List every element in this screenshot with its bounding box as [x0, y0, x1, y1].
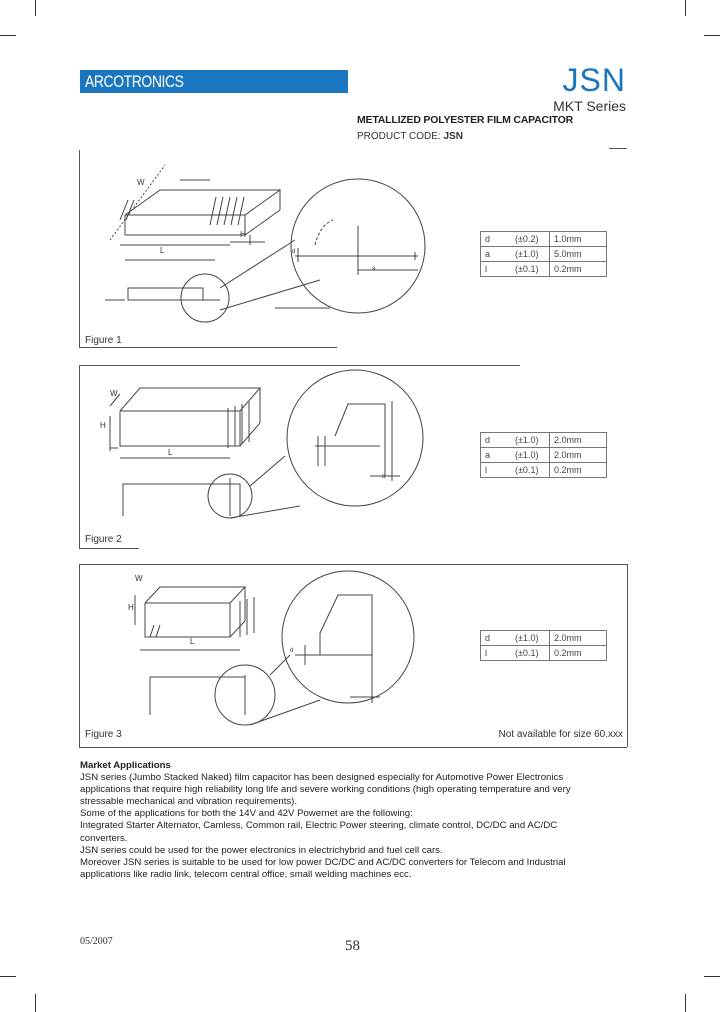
spec-row: [481, 247, 607, 262]
spec-value: 5.0mm: [550, 247, 607, 262]
brand-logo: ARCOTRONICS: [85, 72, 184, 91]
spec-row: [481, 631, 607, 646]
spec-symbol: a: [481, 448, 512, 463]
component-outline: [230, 621, 245, 637]
dim-a: a: [382, 474, 386, 480]
crop-mark: [704, 976, 720, 977]
side-view: [123, 484, 240, 516]
component-outline: [120, 411, 240, 446]
spec-row: [481, 433, 607, 448]
market-applications: [80, 760, 640, 881]
spec-symbol: l: [481, 463, 512, 478]
figure-1-drawing: [80, 150, 440, 345]
crop-mark: [704, 35, 720, 36]
spec-row: [481, 232, 607, 247]
spec-tolerance: (±1.0): [511, 631, 550, 646]
dim-h: H: [240, 230, 246, 239]
dim-w: W: [110, 389, 118, 398]
spec-value: 2.0mm: [550, 448, 607, 463]
side-view: [128, 288, 203, 300]
dim-l: L: [168, 448, 173, 457]
terminal-fins: [150, 625, 160, 637]
spec-tolerance: (±1.0): [511, 247, 550, 262]
dim-l: L: [160, 246, 165, 255]
spec-value: 2.0mm: [550, 631, 607, 646]
product-code: [357, 131, 463, 142]
spec-value: 0.2mm: [550, 262, 607, 277]
dim-h: H: [128, 603, 134, 612]
spec-row: [481, 463, 607, 478]
spec-tolerance: (±0.1): [511, 262, 550, 277]
paragraph-line: JSN series (Jumbo Stacked Naked) film capacitor has been designed especially for Automotive Power Electronics: [80, 772, 564, 784]
spec-tolerance: (±1.0): [511, 433, 550, 448]
availability-note: Not available for size 60.xxx: [498, 729, 623, 740]
terminal-fins: [228, 402, 249, 448]
dimension-line: [110, 165, 165, 240]
spec-row: [481, 448, 607, 463]
spec-table: [480, 630, 607, 661]
crop-mark: [35, 994, 36, 1012]
spec-symbol: l: [481, 646, 512, 661]
figure-label: Figure 1: [85, 335, 122, 346]
crop-mark: [0, 976, 16, 977]
leader-line: [270, 655, 290, 675]
spec-table: [480, 432, 607, 478]
detail-circle: [287, 370, 423, 506]
figure-frame: [627, 564, 628, 747]
detail-circle: [282, 571, 414, 703]
spec-value: 0.2mm: [550, 463, 607, 478]
spec-table: [480, 231, 607, 277]
figure-frame: [79, 747, 627, 748]
leader-line: [250, 456, 285, 486]
spec-value: 0.2mm: [550, 646, 607, 661]
spec-tolerance: (±0.1): [511, 463, 550, 478]
paragraph-line: applications like radio link, telecom central office, small welding machines ecc.: [80, 868, 412, 880]
dim-d: d: [290, 648, 294, 654]
paragraph-line: Moreover JSN series is suitable to be used for low power DC/DC and AC/DC converters for Telecom and Industrial: [80, 856, 566, 868]
detail-lead: [335, 404, 385, 476]
spec-tolerance: (±0.1): [511, 646, 550, 661]
dim-a: a: [372, 266, 376, 272]
component-outline: [120, 388, 260, 411]
crop-mark: [685, 994, 686, 1012]
detail-lead: [315, 220, 333, 245]
series-code: JSN: [562, 62, 626, 98]
component-outline: [245, 210, 280, 235]
crop-mark: [685, 0, 686, 16]
figure-frame: [79, 347, 337, 348]
spec-symbol: d: [481, 631, 512, 646]
figure-label: Figure 2: [85, 534, 122, 545]
crop-mark: [0, 35, 16, 36]
leader-line: [220, 280, 320, 310]
paragraph-line: stressable mechanical and vibration requirements).: [80, 796, 298, 808]
footer-date: 05/2007: [80, 936, 113, 947]
terminal-fins: [210, 197, 244, 225]
component-outline: [145, 587, 245, 603]
paragraph-line: applications that require high reliability long life and severe working conditions (high operating temperature and very: [80, 784, 571, 796]
dim-w: W: [135, 574, 143, 583]
divider: [609, 148, 627, 149]
leader-line: [220, 240, 295, 288]
figure-frame: [79, 548, 139, 549]
spec-symbol: l: [481, 262, 512, 277]
dimension-line: [110, 394, 120, 448]
paragraph-line: converters.: [80, 832, 128, 844]
product-code-label: PRODUCT CODE:: [357, 131, 441, 142]
figure-2-drawing: [80, 366, 440, 546]
spec-symbol: d: [481, 433, 512, 448]
spec-value: 2.0mm: [550, 433, 607, 448]
detail-lead: [320, 595, 372, 703]
component-outline: [125, 215, 245, 235]
side-view: [150, 677, 245, 715]
spec-symbol: d: [481, 232, 512, 247]
spec-row: [481, 646, 607, 661]
paragraph-line: Some of the applications for both the 14V and 42V Powernet are the following:: [80, 808, 413, 820]
paragraph-line: Integrated Starter Alternator, Camless, Common rail, Electric Power steering, climate control, DC/DC and AC/DC: [80, 820, 558, 832]
dim-w: W: [137, 178, 145, 187]
spec-row: [481, 262, 607, 277]
spec-tolerance: (±0.2): [511, 232, 550, 247]
component-outline: [125, 190, 280, 215]
dim-d: d: [292, 249, 296, 255]
page-title: METALLIZED POLYESTER FILM CAPACITOR: [357, 114, 574, 126]
paragraph-line: JSN series could be used for the power electronics in electrichybrid and fuel cell cars.: [80, 844, 443, 856]
detail-circle: [181, 274, 229, 322]
dim-h: H: [100, 421, 106, 430]
figure-3-drawing: [80, 565, 440, 745]
dim-l: L: [190, 637, 195, 646]
leader-line: [250, 700, 320, 725]
terminal-fins: [240, 597, 254, 637]
page-number: 58: [345, 938, 360, 954]
spec-value: 1.0mm: [550, 232, 607, 247]
spec-symbol: a: [481, 247, 512, 262]
figure-label: Figure 3: [85, 729, 122, 740]
section-heading: Market Applications: [80, 760, 171, 771]
crop-mark: [35, 0, 36, 16]
component-outline: [240, 423, 260, 446]
product-code-value: JSN: [443, 131, 463, 142]
spec-tolerance: (±1.0): [511, 448, 550, 463]
series-name: MKT Series: [553, 98, 626, 114]
